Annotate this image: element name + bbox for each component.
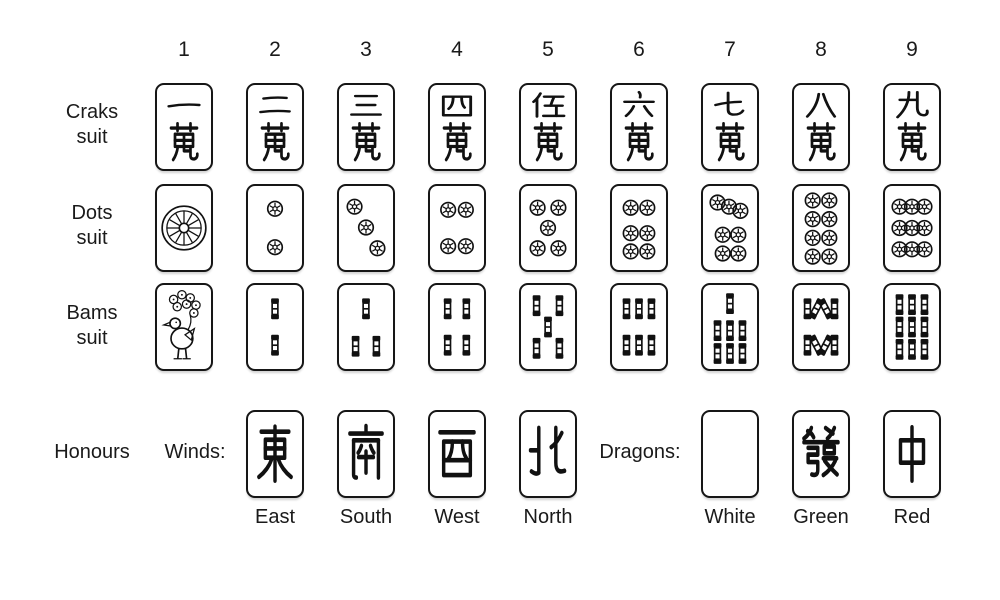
tile-dots-1 <box>155 184 213 272</box>
dragon-caption-green: Green <box>793 506 849 528</box>
column-header-7: 7 <box>724 38 736 61</box>
column-header-4: 4 <box>451 38 463 61</box>
tile-dragon-green <box>792 410 850 498</box>
crak-characters <box>802 89 840 165</box>
crak-characters <box>438 89 476 165</box>
tile-dots-5 <box>519 184 577 272</box>
tile-face <box>158 188 210 268</box>
tile-dots-3 <box>337 184 395 272</box>
tile-dots-2 <box>246 184 304 272</box>
tile-face <box>158 287 210 367</box>
character-glyph <box>525 423 571 485</box>
crak-characters <box>529 89 567 165</box>
character-glyph <box>165 89 203 121</box>
tile-craks-4 <box>428 83 486 171</box>
character-glyph <box>889 423 935 485</box>
row-label-dots-line2: suit <box>76 227 108 249</box>
tile-craks-7 <box>701 83 759 171</box>
tile-bams-5 <box>519 283 577 371</box>
column-header-5: 5 <box>542 38 554 61</box>
column-header-1: 1 <box>178 38 190 61</box>
tile-dots-9 <box>883 184 941 272</box>
character-glyph <box>343 423 389 485</box>
tile-bams-7 <box>701 283 759 371</box>
wind-caption-west: West <box>434 506 480 528</box>
tile-bams-6 <box>610 283 668 371</box>
crak-characters <box>347 89 385 165</box>
tile-face <box>522 287 574 367</box>
tile-craks-5 <box>519 83 577 171</box>
character-glyph <box>894 121 930 165</box>
row-label-craks-line2: suit <box>76 126 108 148</box>
tile-bams-8 <box>792 283 850 371</box>
character-glyph <box>620 89 658 121</box>
tile-face <box>613 287 665 367</box>
tile-face <box>431 188 483 268</box>
row-label-bams-line2: suit <box>76 327 108 349</box>
tile-face <box>431 287 483 367</box>
column-header-3: 3 <box>360 38 372 61</box>
tile-face <box>249 188 301 268</box>
crak-characters <box>893 89 931 165</box>
tile-wind-south <box>337 410 395 498</box>
tile-face <box>886 287 938 367</box>
character-glyph <box>802 89 840 121</box>
tile-bams-3 <box>337 283 395 371</box>
crak-characters <box>711 89 749 165</box>
tile-craks-3 <box>337 83 395 171</box>
tile-face <box>340 287 392 367</box>
character-glyph <box>348 121 384 165</box>
character-glyph <box>166 121 202 165</box>
tile-dots-4 <box>428 184 486 272</box>
tile-bams-2 <box>246 283 304 371</box>
character-glyph <box>438 89 476 121</box>
crak-characters <box>620 89 658 165</box>
column-header-6: 6 <box>633 38 645 61</box>
tile-craks-2 <box>246 83 304 171</box>
tile-dragon-red <box>883 410 941 498</box>
tile-wind-west <box>428 410 486 498</box>
dragon-caption-red: Red <box>893 506 931 528</box>
character-glyph <box>256 89 294 121</box>
character-glyph <box>257 121 293 165</box>
tile-bams-4 <box>428 283 486 371</box>
tile-craks-9 <box>883 83 941 171</box>
character-glyph <box>434 423 480 485</box>
character-glyph <box>439 121 475 165</box>
tile-face <box>704 188 756 268</box>
crak-characters <box>165 89 203 165</box>
tile-face <box>613 188 665 268</box>
character-glyph <box>621 121 657 165</box>
crak-characters <box>256 89 294 165</box>
wind-caption-east: East <box>254 506 296 528</box>
tile-face <box>795 287 847 367</box>
character-glyph <box>798 423 844 485</box>
character-glyph <box>347 89 385 121</box>
tile-dragon-white <box>701 410 759 498</box>
wind-caption-north: North <box>523 506 573 528</box>
dragon-caption-white: White <box>704 506 756 528</box>
wind-caption-south: South <box>339 506 393 528</box>
dragons-group-label: Dragons: <box>599 441 681 463</box>
tile-face <box>522 188 574 268</box>
column-header-2: 2 <box>269 38 281 61</box>
tile-dots-6 <box>610 184 668 272</box>
row-label-bams <box>38 301 146 351</box>
tile-craks-6 <box>610 83 668 171</box>
tile-face <box>795 188 847 268</box>
tile-craks-8 <box>792 83 850 171</box>
row-label-craks <box>38 100 146 150</box>
tile-dots-7 <box>701 184 759 272</box>
winds-group-label: Winds: <box>164 441 226 463</box>
tile-wind-north <box>519 410 577 498</box>
column-header-8: 8 <box>815 38 827 61</box>
row-label-craks-line1: Craks <box>65 101 119 123</box>
tile-wind-east <box>246 410 304 498</box>
tile-dots-8 <box>792 184 850 272</box>
tile-craks-1 <box>155 83 213 171</box>
tile-face <box>249 287 301 367</box>
tile-face <box>704 287 756 367</box>
tile-bams-9 <box>883 283 941 371</box>
character-glyph <box>529 89 567 121</box>
character-glyph <box>252 423 298 485</box>
character-glyph <box>530 121 566 165</box>
row-label-honours: Honours <box>54 441 130 463</box>
character-glyph <box>803 121 839 165</box>
tile-bams-1 <box>155 283 213 371</box>
character-glyph <box>711 89 749 121</box>
tile-face <box>340 188 392 268</box>
row-label-dots <box>38 201 146 251</box>
row-label-bams-line1: Bams <box>66 302 118 324</box>
column-header-9: 9 <box>906 38 918 61</box>
character-glyph <box>712 121 748 165</box>
character-glyph <box>893 89 931 121</box>
tile-face <box>886 188 938 268</box>
row-label-dots-line1: Dots <box>71 202 113 224</box>
